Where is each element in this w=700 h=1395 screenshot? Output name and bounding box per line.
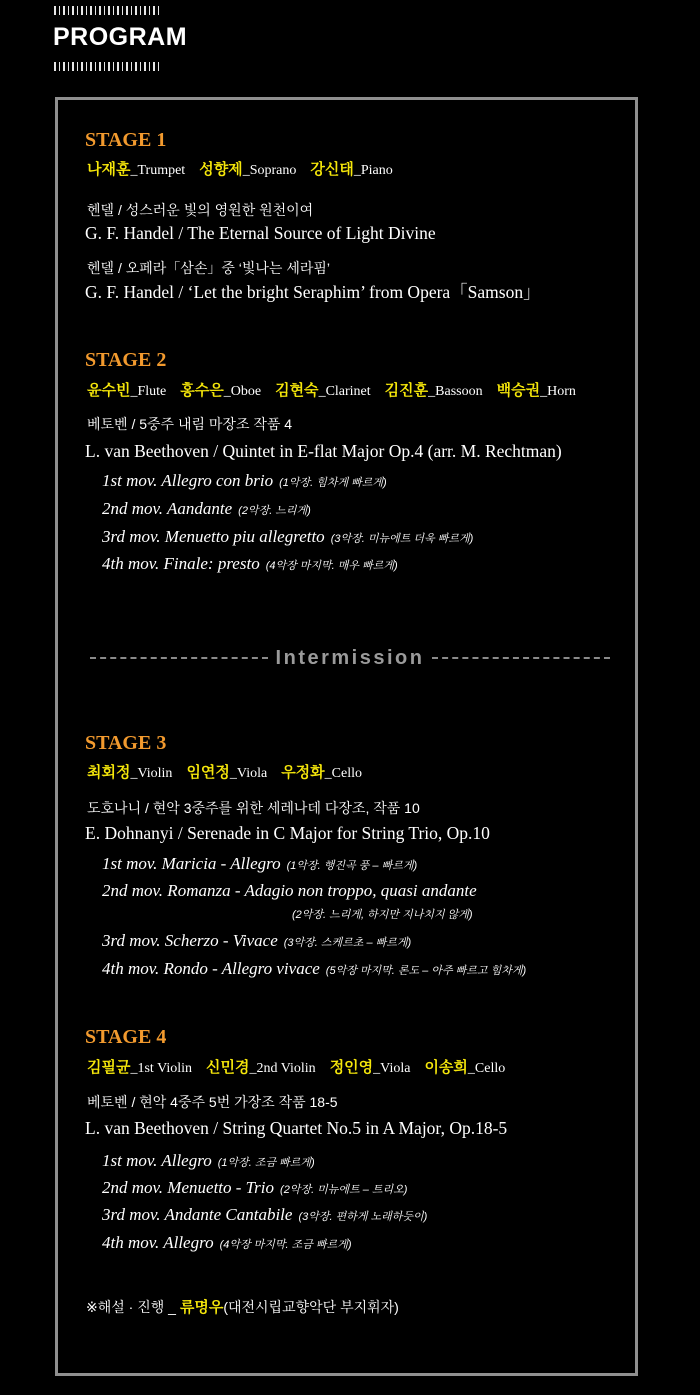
- tick-mark: [158, 6, 160, 15]
- divider-dash-left: [90, 657, 268, 659]
- tick-mark: [126, 6, 128, 15]
- stage-4-performers: [87, 1057, 515, 1080]
- movement-title: 4th mov. Finale: presto: [102, 554, 260, 573]
- performer-name: 신민경: [206, 1059, 250, 1076]
- movement-line: [102, 1149, 315, 1175]
- performer-instrument: _Violin: [130, 766, 173, 781]
- piece-english-title: G. F. Handel / The Eternal Source of Light Divine: [85, 223, 436, 243]
- header-tick-decoration-top: [54, 6, 172, 15]
- tick-mark: [153, 62, 155, 71]
- movement-line: [102, 957, 526, 983]
- intermission-label: Intermission: [275, 646, 425, 669]
- host-name: 류명우: [179, 1299, 224, 1316]
- movement-title: 4th mov. Allegro: [102, 1233, 214, 1252]
- movement-title: 1st mov. Allegro con brio: [102, 471, 274, 490]
- tick-mark: [144, 6, 146, 15]
- performer-name: 백승권: [496, 382, 541, 399]
- tick-mark: [149, 6, 151, 15]
- movement-title: 3rd mov. Menuetto piu allegretto: [102, 527, 325, 546]
- performer-name: 임연정: [186, 764, 230, 781]
- tick-mark: [63, 62, 65, 71]
- tick-mark: [86, 62, 88, 71]
- piece-english-title: G. F. Handel / ‘Let the bright Seraphim’ from Opera「Samson」: [85, 282, 541, 302]
- tick-mark: [122, 62, 124, 71]
- movement-description: (5악장 마지막. 론도 – 아주 빠르고 힘차게): [325, 965, 527, 977]
- tick-mark: [77, 62, 79, 71]
- movement-line: [102, 469, 387, 495]
- performer-name: 김필균: [87, 1059, 131, 1076]
- movement-line: [102, 879, 477, 904]
- performer-instrument: _Soprano: [242, 163, 297, 178]
- host-credit-prefix: ※해설 · 진행 _: [86, 1299, 180, 1315]
- stage-3-performers: [87, 762, 372, 785]
- piece-korean-title: 베토벤 / 현악 4중주 5번 가장조 작품 18-5: [87, 1094, 338, 1110]
- movement-title: 2nd mov. Aandante: [102, 499, 233, 518]
- movement-line: [102, 852, 417, 878]
- stage-2-title: STAGE 2: [85, 349, 167, 371]
- performer-instrument: _Viola: [373, 1061, 411, 1076]
- piece-english-title: L. van Beethoven / String Quartet No.5 in A Major, Op.18-5: [85, 1118, 508, 1138]
- movement-title: 1st mov. Maricia - Allegro: [102, 854, 281, 873]
- performer-instrument: _Clarinet: [318, 384, 371, 399]
- tick-mark: [104, 62, 106, 71]
- tick-mark: [135, 62, 137, 71]
- movement-title: 2nd mov. Menuetto - Trio: [102, 1178, 275, 1197]
- stage-1-title: STAGE 1: [85, 129, 167, 151]
- performer-instrument: _Cello: [324, 766, 363, 781]
- tick-mark: [158, 62, 160, 71]
- tick-mark: [72, 6, 74, 15]
- performer-name: 우정화: [281, 764, 325, 781]
- intermission-divider: [90, 644, 610, 672]
- movement-title: 1st mov. Allegro: [102, 1151, 212, 1170]
- tick-mark: [131, 6, 133, 15]
- performer-instrument: _Viola: [229, 766, 268, 781]
- stage-1-performers: [87, 159, 403, 182]
- performer-instrument: _2nd Violin: [249, 1061, 316, 1076]
- tick-mark: [126, 62, 128, 71]
- tick-mark: [140, 6, 142, 15]
- performer-instrument: _1st Violin: [130, 1061, 193, 1076]
- performer-name: 강신태: [310, 161, 354, 178]
- movement-title: 4th mov. Rondo - Allegro vivace: [102, 959, 320, 978]
- tick-mark: [108, 6, 110, 15]
- performer-name: 이송희: [424, 1059, 468, 1076]
- piece-korean-title: 베토벤 / 5중주 내림 마장조 작품 4: [87, 416, 293, 432]
- tick-mark: [95, 62, 97, 71]
- movement-description: (1악장. 힘차게 빠르게): [279, 477, 387, 489]
- performer-name: 윤수빈: [87, 382, 131, 399]
- tick-mark: [90, 6, 92, 15]
- movement-description: (3악장. 편하게 노래하듯이): [298, 1211, 428, 1223]
- performer-instrument: _Piano: [353, 163, 393, 178]
- tick-mark: [54, 62, 56, 71]
- tick-mark: [140, 62, 142, 71]
- movement-description: (4악장 마지막. 매우 빠르게): [265, 560, 398, 572]
- performer-name: 정인영: [329, 1059, 374, 1076]
- tick-mark: [99, 6, 101, 15]
- movement-description: (2악장. 미뉴에트 – 트리오): [280, 1184, 408, 1196]
- tick-mark: [59, 62, 61, 71]
- tick-mark: [63, 6, 65, 15]
- tick-mark: [81, 62, 83, 71]
- tick-mark: [113, 6, 115, 15]
- tick-mark: [122, 6, 124, 15]
- performer-instrument: _Cello: [467, 1061, 506, 1076]
- movement-line: [102, 1203, 427, 1229]
- movement-description: (3악장. 스케르초 – 빠르게): [283, 937, 412, 949]
- tick-mark: [95, 6, 97, 15]
- movement-line: [102, 929, 411, 955]
- tick-mark: [90, 62, 92, 71]
- movement-line: [102, 525, 473, 551]
- movement-description: (4악장 마지막. 조금 빠르게): [219, 1239, 352, 1251]
- host-credit: [86, 1296, 399, 1319]
- stage-4-title: STAGE 4: [85, 1026, 167, 1048]
- tick-mark: [59, 6, 61, 15]
- tick-mark: [117, 6, 119, 15]
- movement-description: (1악장. 행진곡 풍 – 빠르게): [286, 860, 418, 872]
- movement-description: (2악장. 느리게, 하지만 지나치지 않게): [292, 909, 473, 921]
- piece-korean-title: 도호나니 / 현악 3중주를 위한 세레나데 다장조, 작품 10: [87, 800, 420, 816]
- movement-description: (1악장. 조금 빠르게): [217, 1157, 315, 1169]
- tick-mark: [113, 62, 115, 71]
- tick-mark: [144, 62, 146, 71]
- host-credit-suffix: (대전시립교향악단 부지휘자): [223, 1299, 399, 1315]
- tick-mark: [99, 62, 101, 71]
- movement-title: 2nd mov. Romanza - Adagio non troppo, quasi andante: [102, 881, 477, 900]
- movement-description: (3악장. 미뉴에트 더욱 빠르게): [330, 533, 474, 545]
- tick-mark: [149, 62, 151, 71]
- page-title: PROGRAM: [53, 23, 188, 51]
- piece-english-title: E. Dohnanyi / Serenade in C Major for String Trio, Op.10: [85, 823, 490, 843]
- performer-instrument: _Trumpet: [130, 163, 186, 178]
- tick-mark: [117, 62, 119, 71]
- performer-instrument: _Horn: [540, 384, 576, 399]
- movement-line: [102, 1176, 407, 1202]
- performer-name: 최회정: [87, 764, 131, 781]
- tick-mark: [54, 6, 56, 15]
- tick-mark: [77, 6, 79, 15]
- performer-instrument: _Oboe: [223, 384, 262, 399]
- movement-line: [102, 497, 311, 523]
- tick-mark: [104, 6, 106, 15]
- piece-korean-title: 헨델 / 오페라「삼손」중 ‘빛나는 세라핌’: [87, 260, 331, 276]
- movement-description: (2악장. 느리게): [238, 505, 311, 517]
- performer-instrument: _Flute: [130, 384, 167, 399]
- movement-line: [102, 552, 398, 578]
- stage-2-performers: [87, 380, 586, 403]
- performer-instrument: _Bassoon: [428, 384, 483, 399]
- tick-mark: [108, 62, 110, 71]
- movement-title: 3rd mov. Andante Cantabile: [102, 1205, 293, 1224]
- performer-name: 나재훈: [87, 161, 131, 178]
- stage-3-title: STAGE 3: [85, 732, 167, 754]
- divider-dash-right: [432, 657, 610, 659]
- movement-line: [102, 1231, 352, 1257]
- piece-korean-title: 헨델 / 성스러운 빛의 영원한 원천이여: [87, 202, 314, 218]
- performer-name: 김진훈: [384, 382, 429, 399]
- tick-mark: [131, 62, 133, 71]
- piece-english-title: L. van Beethoven / Quintet in E-flat Major Op.4 (arr. M. Rechtman): [85, 441, 562, 461]
- tick-mark: [135, 6, 137, 15]
- tick-mark: [72, 62, 74, 71]
- performer-name: 홍수은: [180, 382, 224, 399]
- tick-mark: [81, 6, 83, 15]
- tick-mark: [153, 6, 155, 15]
- movement-title: 3rd mov. Scherzo - Vivace: [102, 931, 278, 950]
- tick-mark: [68, 6, 70, 15]
- header-tick-decoration-bottom: [54, 62, 172, 71]
- performer-name: 김현숙: [275, 382, 319, 399]
- tick-mark: [68, 62, 70, 71]
- tick-mark: [86, 6, 88, 15]
- performer-name: 성향제: [199, 161, 243, 178]
